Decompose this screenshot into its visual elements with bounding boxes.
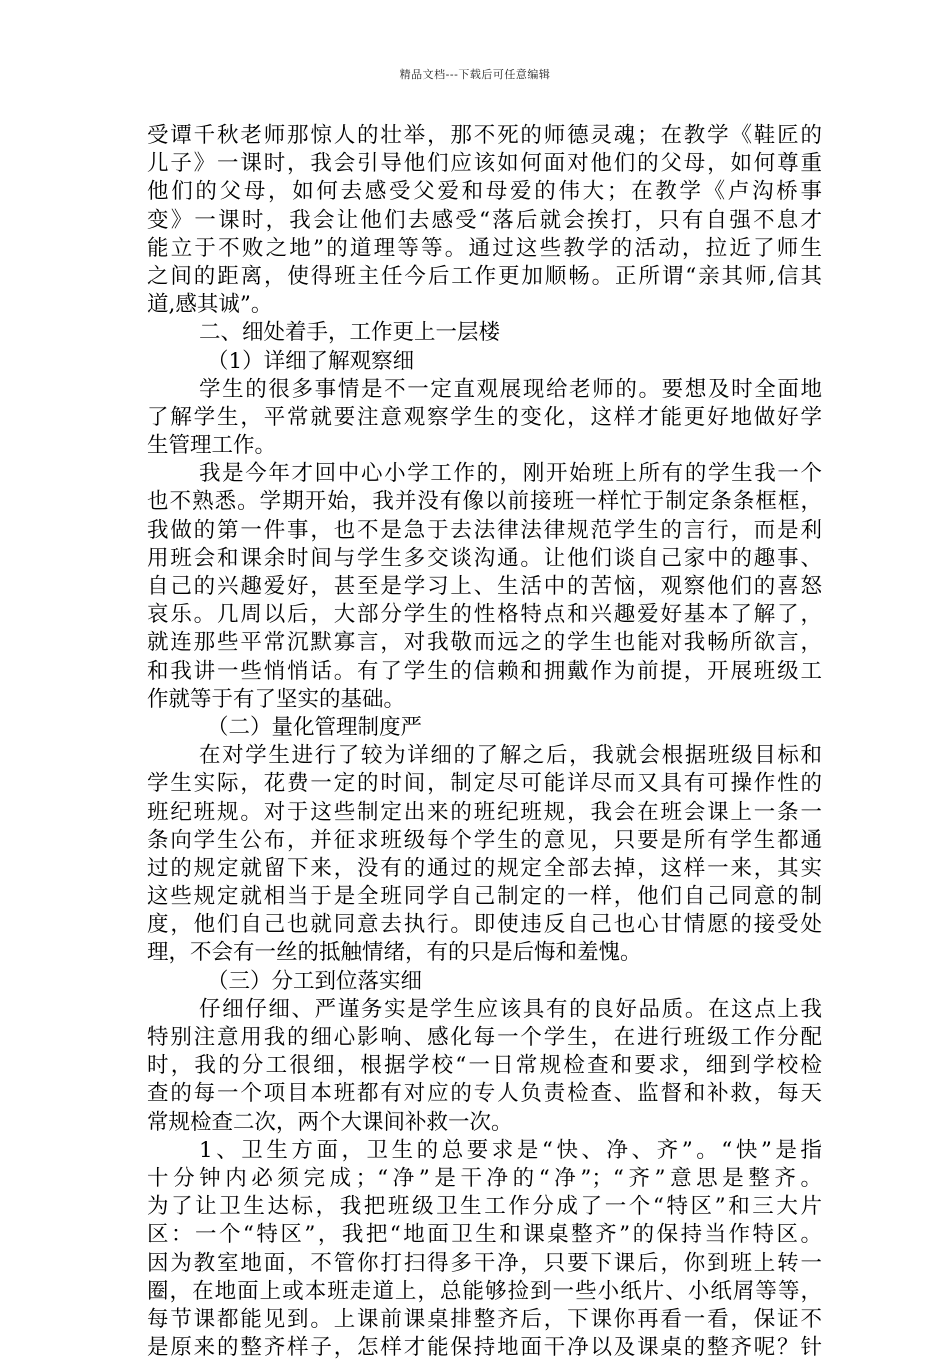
subsection-heading: （二）量化管理制度严 [207, 714, 423, 740]
text-line: 度，他们自己也就同意去执行。即使违反自己也心甘情愿的接受处 [147, 912, 822, 938]
text-line: 学生的很多事情是不一定直观展现给老师的。要想及时全面地 [199, 376, 822, 402]
text-line: 和我讲一些悄悄话。有了学生的信赖和拥戴作为前提，开展班级工 [147, 658, 822, 684]
text-line: 我是今年才回中心小学工作的，刚开始班上所有的学生我一个 [199, 461, 822, 487]
text-line: 理，不会有一丝的抵触情绪，有的只是后悔和羞愧。 [147, 940, 642, 966]
subsection-heading: （1）详细了解观察细 [207, 348, 415, 374]
text-line: 查的每一个项目本班都有对应的专人负责检查、监督和补救，每天 [147, 1081, 822, 1107]
text-line: 这些规定就相当于是全班同学自己制定的一样，他们自己同意的制 [147, 884, 822, 910]
text-line: 每节课都能见到。上课前课桌排整齐后，下课你再看一看，保证不 [147, 1306, 822, 1332]
text-line: 过的规定就留下来，没有的通过的规定全部去掉，这样一来，其实 [147, 855, 822, 881]
text-line: 也不熟悉。学期开始，我并没有像以前接班一样忙于制定条条框框， [147, 489, 822, 515]
text-line: 用班会和课余时间与学生多交谈沟通。让他们谈自己家中的趣事、 [147, 545, 822, 571]
text-line: 儿子》一课时，我会引导他们应该如何面对他们的父母，如何尊重 [147, 151, 822, 177]
text-line: 1、卫生方面，卫生的总要求是“快、净、齐”。“快”是指 [199, 1137, 822, 1163]
text-line: 班纪班规。对于这些制定出来的班纪班规，我会在班会课上一条一 [147, 799, 822, 825]
subsection-heading: （三）分工到位落实细 [207, 968, 423, 994]
text-line: 能立于不败之地”的道理等等。通过这些教学的活动，拉近了师生 [147, 235, 822, 261]
text-line: 为了让卫生达标，我把班级卫生工作分成了一个“特区”和三大片 [147, 1194, 822, 1220]
text-line: 常规检查二次，两个大课间补救一次。 [147, 1109, 513, 1135]
text-line: 我做的第一件事，也不是急于去法律法律规范学生的言行，而是利 [147, 517, 822, 543]
text-line: 时，我的分工很细，根据学校“一日常规检查和要求，细到学校检 [147, 1053, 822, 1079]
text-line: 仔细仔细、严谨务实是学生应该具有的良好品质。在这点上我 [199, 996, 822, 1022]
text-line: 哀乐。几周以后，大部分学生的性格特点和兴趣爱好基本了解了， [147, 602, 822, 628]
text-line: 道,感其诚”。 [147, 292, 273, 318]
text-line: 变》一课时，我会让他们去感受“落后就会挨打，只有自强不息才 [147, 207, 822, 233]
text-line: 受谭千秋老师那惊人的壮举，那不死的师德灵魂；在教学《鞋匠的 [147, 123, 822, 148]
text-line: 自己的兴趣爱好，甚至是学习上、生活中的苦恼，观察他们的喜怒 [147, 574, 822, 599]
text-line: 就连那些平常沉默寡言，对我敬而远之的学生也能对我畅所欲言， [147, 630, 822, 656]
text-line: 因为教室地面，不管你打扫得多干净，只要下课后，你到班上转一 [147, 1250, 822, 1276]
text-line: 他们的父母，如何去感受父爱和母爱的伟大；在教学《卢沟桥事 [147, 179, 822, 205]
text-line: 十分钟内必须完成；“净”是干净的“净”；“齐”意思是整齐。 [147, 1165, 822, 1191]
section-heading: 二、细处着手，工作更上一层楼 [199, 320, 501, 346]
text-line: 在对学生进行了较为详细的了解之后，我就会根据班级目标和 [199, 743, 822, 769]
text-line: 了解学生，平常就要注意观察学生的变化，这样才能更好地做好学 [147, 404, 822, 430]
text-line: 是原来的整齐样子，怎样才能保持地面干净以及课桌的整齐呢？针 [147, 1335, 822, 1361]
text-line: 作就等于有了坚实的基础。 [147, 686, 406, 712]
text-line: 特别注意用我的细心影响、感化每一个学生，在进行班级工作分配 [147, 1025, 822, 1050]
text-line: 条向学生公布，并征求班级每个学生的意见，只要是所有学生都通 [147, 827, 822, 853]
text-line: 区：一个“特区”，我把“地面卫生和课桌整齐”的保持当作特区。 [147, 1222, 822, 1248]
page-header: 精品文档---下载后可任意编辑 [399, 68, 551, 81]
text-line: 学生实际，花费一定的时间，制定尽可能详尽而又具有可操作性的 [147, 771, 822, 797]
document-body [147, 122, 822, 1362]
text-line: 之间的距离，使得班主任今后工作更加顺畅。正所谓“亲其师,信其 [147, 263, 822, 289]
text-line: 圈，在地面上或本班走道上，总能够捡到一些小纸片、小纸屑等等， [147, 1278, 822, 1304]
text-line: 生管理工作。 [147, 433, 277, 459]
